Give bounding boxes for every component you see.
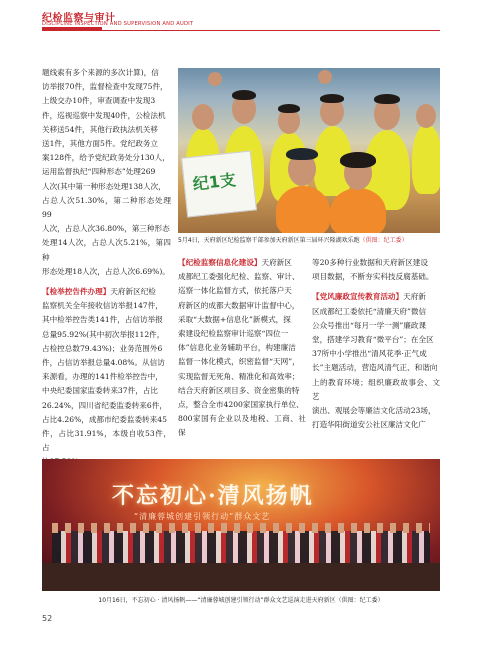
text-line: 监察机关全年接收信访举报147件， xyxy=(42,301,163,311)
stage-banner-subtitle: “清廉蓉城创建引领行动”群众文艺 xyxy=(134,512,271,521)
sign-text: 纪1支 xyxy=(191,170,237,194)
section-paragraph-start: 【纪检监察信息化建设】天府新区 xyxy=(178,258,292,267)
text-line: 人次，占总人次36.80%，第三种形态 xyxy=(42,224,170,234)
stage-floor xyxy=(42,563,440,591)
text-line: 件，占信访举报总量4.08%。从信访 xyxy=(42,358,165,368)
text-line: 上的教育环境；组织廉政故事会、文艺 xyxy=(312,377,440,401)
text-line: 实现监督无死角、精准化和高效率； xyxy=(178,371,300,381)
text-line: 800家国有企业以及地税、工商、社保 xyxy=(178,414,306,438)
text-line: 其中检举控告类141件，占信访举报 xyxy=(42,315,163,325)
text-line: 成都纪工委强化纪检、监察、审计、 xyxy=(178,272,300,282)
text-line: 采取“大数据+信息化”新模式，探 xyxy=(178,314,291,324)
text-line: 结合天府新区项目多、资金密集的特 xyxy=(178,385,300,395)
section-header-title: 纪检监察与审计 xyxy=(42,13,116,24)
column-3 xyxy=(312,256,440,432)
text-line: 长”主题活动，营造风清气正、和谐向 xyxy=(312,363,438,373)
text-line: 占检控总数79.43%)；业务范围外6 xyxy=(42,343,163,353)
text-line: 访举报70件，监督检查中发现75件， xyxy=(42,82,168,92)
text-line: 人次(其中第一种形态处理138人次， xyxy=(42,181,166,191)
performer-heads xyxy=(52,523,430,533)
text-line: 关移送54件，其他行政执法机关移 xyxy=(42,124,158,134)
text-line: 运用监督执纪“四种形态”处理269 xyxy=(42,167,156,177)
text-line: 送1件，其他方面5件。党纪政务立 xyxy=(42,139,158,149)
text-line: 总量95.92%(其中初次举报112件， xyxy=(42,329,165,339)
text-line: 堂，搭建学习教育“微平台”；在全区 xyxy=(312,335,434,345)
performers-group xyxy=(52,531,430,567)
column-1 xyxy=(42,66,171,470)
text-line: 演出、观展会等廉洁文化活动23场， xyxy=(312,406,436,416)
text-line: 中央纪委国家监委转来37件，占比 xyxy=(42,386,158,396)
text-line: 等20多种行业数据和天府新区建设 xyxy=(312,258,428,267)
page-number: 52 xyxy=(42,614,53,623)
text-line: 形态处理18人次，占总人次6.69%)。 xyxy=(42,266,170,276)
text-line: 题线索有多个来源的多次计算)，信 xyxy=(42,68,159,77)
photo-fun-run xyxy=(178,68,440,233)
handwritten-sign xyxy=(181,151,257,218)
text-line: 打造华阳街道安公社区廉洁文化广 xyxy=(312,420,426,430)
section-header-subtitle: DISCIPLINE INSPECTION AND SUPERVISION AND AUDIT xyxy=(42,21,194,27)
column-2 xyxy=(178,256,306,441)
photo-caption-fun-run xyxy=(178,236,440,246)
text-line: 案128件，给予党纪政务处分130人， xyxy=(42,153,170,163)
text-line: 府新区的成都大数据审计监督中心， xyxy=(178,300,300,310)
text-line: 监督一体化模式，织密监督“天网”， xyxy=(178,357,300,367)
text-line: 项目数据，不断夯实科技反腐基础。 xyxy=(312,272,434,282)
caption-text: 10月16日，不忘初心 · 清风扬帆——“清廉蓉城创建引领行动”群众文艺巡演走进天府新区 xyxy=(98,597,336,604)
text-line: 占比4.26%，成都市纪委监委转来45 xyxy=(42,414,167,424)
text-line: 件，占比31.91%，本级自收53件，占 xyxy=(42,429,171,453)
photo-caption-stage xyxy=(42,596,440,606)
header-divider xyxy=(42,30,440,31)
text-line: 26.24%，四川省纪委监委转来6件， xyxy=(42,400,167,410)
section-title-education: 【党风廉政宣传教育活动】 xyxy=(312,292,404,302)
photo-credit: （供图：纪工委） xyxy=(335,597,384,604)
stage-banner-text: 不忘初心·清风扬帆 xyxy=(112,483,314,509)
text-line: 37所中小学推出“清风花季·正气成 xyxy=(312,349,427,359)
section-paragraph-start: 【党风廉政宣传教育活动】天府新 xyxy=(312,292,426,302)
text-line: 公众号推出“每月一学一测”廉政课 xyxy=(312,320,427,330)
text-line: 上级交办10件，审查调查中发现3 xyxy=(42,96,156,106)
text-line: 点，整合全市4200家国家执行单位、 xyxy=(178,400,304,410)
text-line: 件，巡视巡察中发现40件，公检法机 xyxy=(42,110,166,120)
caption-text: 5月4日，天府新区纪检监察干部参加天府新区第三届环兴隆湖欢乐跑 xyxy=(178,237,360,244)
text-line: 来源看，办理的141件检举控告中， xyxy=(42,372,163,382)
photo-stage-performance xyxy=(42,459,440,591)
text-line: 占总人次51.30%，第二种形态处理99 xyxy=(42,195,171,220)
text-line: 处理14人次，占总人次5.21%，第四种 xyxy=(42,238,171,262)
photo-credit: （供图：纪工委） xyxy=(359,237,408,244)
text-line: 体”信息化业务辅助平台，构建廉洁 xyxy=(178,343,296,353)
text-line: 索建设纪检监察审计巡察“四位一 xyxy=(178,329,289,339)
section-paragraph-start: 【检举控告件办理】天府新区纪检 xyxy=(42,287,156,297)
section-title-it-construction: 【纪检监察信息化建设】 xyxy=(178,258,262,267)
text-line: 区成都纪工委依托“清廉天府”微信 xyxy=(312,306,427,316)
section-title-complaints: 【检举控告件办理】 xyxy=(42,287,111,297)
text-line: 巡察一体化监督方式，依托落户天 xyxy=(178,286,292,296)
